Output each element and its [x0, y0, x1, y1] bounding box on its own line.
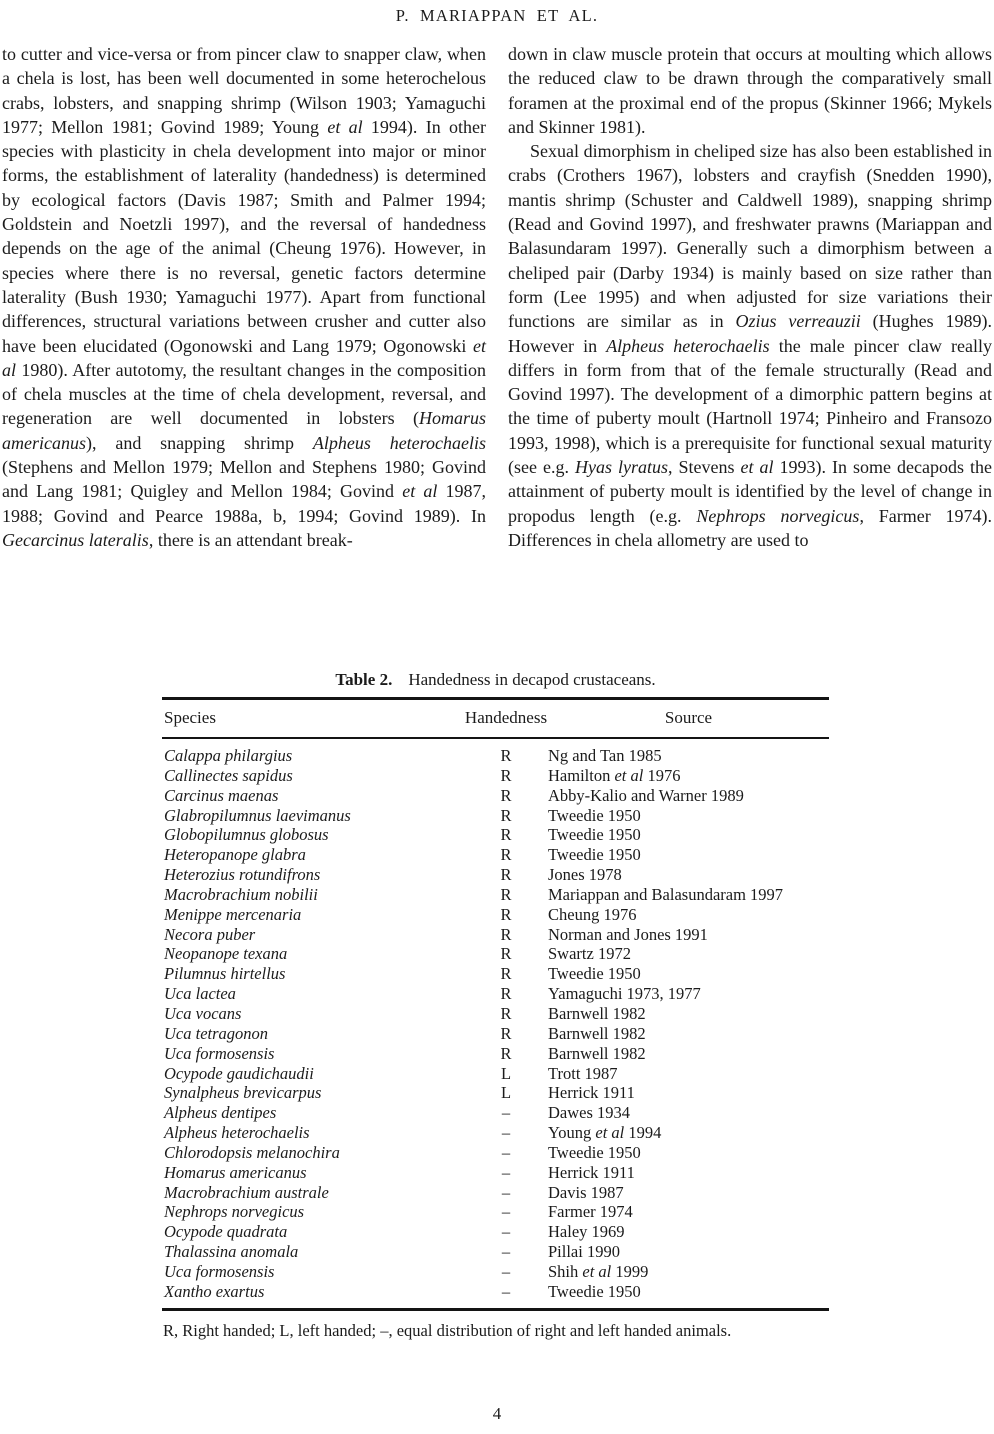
table-caption-text: Handedness in decapod crustaceans. [408, 670, 656, 689]
handedness-cell: R [500, 1023, 512, 1043]
column-header-source: Source [664, 708, 713, 727]
handedness-cell: R [500, 805, 512, 825]
source-cell: Haley 1969 [548, 1222, 625, 1242]
handedness-cell: – [501, 1222, 511, 1242]
species-cell: Uca tetragonon [164, 1023, 269, 1043]
source-cell: Swartz 1972 [548, 944, 631, 964]
handedness-cell: R [500, 884, 512, 904]
table-row [162, 825, 829, 845]
handedness-cell: R [500, 944, 512, 964]
paragraph: down in claw muscle protein that occurs at moulting which allows the reduced claw to be drawn through the comparatively small foramen at the proximal end of the propus (Skinner 1966; Mykels and Skinner 1981). [508, 44, 992, 137]
column-header-species: Species [164, 708, 216, 727]
table-row [162, 1183, 829, 1203]
species-cell: Synalpheus brevicarpus [164, 1083, 322, 1103]
source-cell: Abby-Kalio and Warner 1989 [548, 785, 744, 805]
table-row [162, 925, 829, 945]
species-cell: Heterozius rotundifrons [164, 865, 321, 885]
table-footnote: R, Right handed; L, left handed; –, equal distribution of right and left handed animals. [163, 1320, 732, 1340]
source-cell: Barnwell 1982 [548, 1023, 646, 1043]
handedness-cell: – [501, 1242, 511, 1262]
table-2 [162, 670, 829, 1341]
handedness-cell: R [500, 964, 512, 984]
species-cell: Homarus americanus [164, 1162, 307, 1182]
handedness-cell: – [501, 1103, 511, 1123]
table-row [162, 1143, 829, 1163]
source-cell: Cheung 1976 [548, 904, 637, 924]
table-row [162, 885, 829, 905]
source-cell: Norman and Jones 1991 [548, 924, 708, 944]
source-cell: Barnwell 1982 [548, 1003, 646, 1023]
handedness-cell: – [501, 1162, 511, 1182]
species-cell: Globopilumnus globosus [164, 825, 329, 845]
handedness-cell: R [500, 825, 512, 845]
source-cell: Barnwell 1982 [548, 1043, 646, 1063]
handedness-cell: – [501, 1202, 511, 1222]
table-row [162, 1044, 829, 1064]
table-row [162, 786, 829, 806]
handedness-cell: – [501, 1142, 511, 1162]
running-head: P. MARIAPPAN ET AL. [395, 6, 599, 25]
handedness-cell: R [500, 865, 512, 885]
species-cell: Uca formosensis [164, 1043, 275, 1063]
species-cell: Neopanope texana [164, 944, 288, 964]
table-row [162, 865, 829, 885]
table-row [162, 944, 829, 964]
table-row [162, 1163, 829, 1183]
page-number: 4 [492, 1404, 502, 1423]
handedness-cell: – [501, 1123, 511, 1143]
handedness-cell: – [501, 1261, 511, 1281]
source-cell: Ng and Tan 1985 [548, 746, 662, 765]
source-cell: Yamaguchi 1973, 1977 [548, 984, 701, 1004]
source-cell: Tweedie 1950 [548, 805, 641, 825]
source-cell: Herrick 1911 [548, 1083, 635, 1103]
table-row [162, 1123, 829, 1143]
source-cell: Herrick 1911 [548, 1162, 635, 1182]
source-cell: Tweedie 1950 [548, 845, 641, 865]
source-cell: Tweedie 1950 [548, 1281, 641, 1301]
source-cell: Shih et al 1999 [548, 1261, 649, 1281]
source-cell: Young et al 1994 [548, 1123, 662, 1143]
source-cell: Tweedie 1950 [548, 825, 641, 845]
body-columns [2, 42, 992, 552]
species-cell: Uca lactea [164, 984, 236, 1004]
table-row [162, 766, 829, 786]
source-cell: Tweedie 1950 [548, 964, 641, 984]
table-row [162, 1222, 829, 1242]
handedness-cell: R [500, 1003, 512, 1023]
right-column [508, 42, 992, 552]
handedness-cell: R [500, 904, 512, 924]
species-cell: Xantho exartus [164, 1281, 265, 1301]
left-column [2, 42, 486, 552]
species-cell: Macrobrachium nobilii [164, 884, 318, 904]
species-cell: Menippe mercenaria [164, 904, 302, 924]
paragraph: Sexual dimorphism in cheliped size has also been established in crabs (Crothers 1967), lobsters and crayfish (Snedden 1990), mantis shrimp (Schuster and Caldwell 1989), snapping shrimp (Read and Govind 1997), and freshwater prawns (Mariappan and Balasundaram 1997). Generally such a dimorphism between a cheliped pair (Darby 1934) is mainly based on size rather than form (Lee 1995) and when adjusted for size variations their functions are similar as in Ozius verreauzii (Hughes 1989). However in Alpheus heterochaelis the male pincer claw really differs in form from that of the female structurally (Read and Govind 1997). The development of a dimorphic pattern begins at the time of puberty moult (Hartnoll 1974; Pinheiro and Fransozo 1993, 1998), which is a prerequisite for functional sexual maturity (see e.g. Hyas lyratus, Stevens et al 1993). In some decapods the attainment of puberty moult is identified by the level of change in propodus length (e.g. Nephrops norvegicus, Farmer 1974). Differences in chela allometry are used to [508, 141, 993, 550]
table-row [162, 746, 829, 766]
table-row [162, 905, 829, 925]
handedness-cell: R [500, 765, 512, 785]
handedness-cell: L [500, 1063, 512, 1083]
species-cell: Macrobrachium australe [164, 1182, 329, 1202]
species-cell: Ocypode quadrata [164, 1222, 288, 1242]
table-row [162, 1083, 829, 1103]
column-header-handedness: Handedness [464, 708, 548, 727]
handedness-cell: R [500, 785, 512, 805]
species-cell: Uca formosensis [164, 1261, 275, 1281]
source-cell: Hamilton et al 1976 [548, 765, 681, 785]
species-cell: Ocypode gaudichaudii [164, 1063, 314, 1083]
species-cell: Uca vocans [164, 1003, 242, 1023]
source-cell: Trott 1987 [548, 1063, 618, 1083]
source-cell: Tweedie 1950 [548, 1142, 641, 1162]
source-cell: Pillai 1990 [548, 1242, 620, 1262]
table-row [162, 1064, 829, 1084]
table-row [162, 1004, 829, 1024]
species-cell: Alpheus heterochaelis [164, 1123, 310, 1143]
handedness-cell: R [500, 984, 512, 1004]
table-body [162, 739, 829, 1311]
species-cell: Callinectes sapidus [164, 765, 293, 785]
table-row [162, 1024, 829, 1044]
table-row [162, 806, 829, 826]
table-header-row [162, 697, 829, 739]
species-cell: Chlorodopsis melanochira [164, 1142, 340, 1162]
species-cell: Nephrops norvegicus [164, 1202, 305, 1222]
table-row [162, 1103, 829, 1123]
source-cell: Mariappan and Balasundaram 1997 [548, 884, 784, 904]
table-row [162, 845, 829, 865]
table-row [162, 1202, 829, 1222]
source-cell: Jones 1978 [548, 865, 622, 885]
handedness-cell: – [501, 1281, 511, 1301]
handedness-cell: R [500, 845, 512, 865]
table-caption-label: Table 2. [335, 670, 393, 689]
species-cell: Calappa philargius [164, 746, 293, 765]
table-row [162, 1262, 829, 1282]
handedness-cell: L [500, 1083, 512, 1103]
paragraph: to cutter and vice-versa or from pincer claw to snapper claw, when a chela is lost, has been well documented in some heterochelous crabs, lobsters, and snapping shrimp (Wilson 1903; Yamaguchi 1977; Mellon 1981; Govind 1989; Young et al 1994). In other species with plasticity in chela development into major or minor forms, the establishment of laterality (handedness) is determined by ecological factors (Davis 1987; Smith and Palmer 1994; Goldstein and Noetzli 1997), and the reversal of handedness depends on the age of the animal (Cheung 1976). However, in species where there is no reversal, genetic factors determine laterality (Bush 1930; Yamaguchi 1977). Apart from functional differences, structural variations between crusher and cutter also have been elucidated (Ogonowski and Lang 1979; Ogonowski et al 1980). After autotomy, the resultant changes in the composition of chela muscles at the time of chela development, reversal, and regeneration are well documented in lobsters (Homarus americanus), and snapping shrimp Alpheus heterochaelis (Stephens and Mellon 1979; Mellon and Stephens 1980; Govind and Lang 1981; Quigley and Mellon 1984; Govind et al 1987, 1988; Govind and Pearce 1988a, b, 1994; Govind 1989). In Gecarcinus lateralis, there is an attendant break- [2, 44, 487, 550]
table-row [162, 964, 829, 984]
handedness-cell: – [501, 1182, 511, 1202]
handedness-cell: R [500, 1043, 512, 1063]
source-cell: Davis 1987 [548, 1182, 624, 1202]
table-row [162, 1282, 829, 1302]
species-cell: Pilumnus hirtellus [164, 964, 286, 984]
species-cell: Heteropanope glabra [164, 845, 306, 865]
species-cell: Alpheus dentipes [164, 1103, 277, 1123]
handedness-cell: R [500, 746, 512, 765]
source-cell: Dawes 1934 [548, 1103, 631, 1123]
species-cell: Necora puber [164, 924, 256, 944]
source-cell: Farmer 1974 [548, 1202, 633, 1222]
species-cell: Thalassina anomala [164, 1242, 299, 1262]
table-row [162, 984, 829, 1004]
table-caption [162, 670, 829, 690]
handedness-cell: R [500, 924, 512, 944]
table-row [162, 1242, 829, 1262]
species-cell: Carcinus maenas [164, 785, 279, 805]
species-cell: Glabropilumnus laevimanus [164, 805, 351, 825]
